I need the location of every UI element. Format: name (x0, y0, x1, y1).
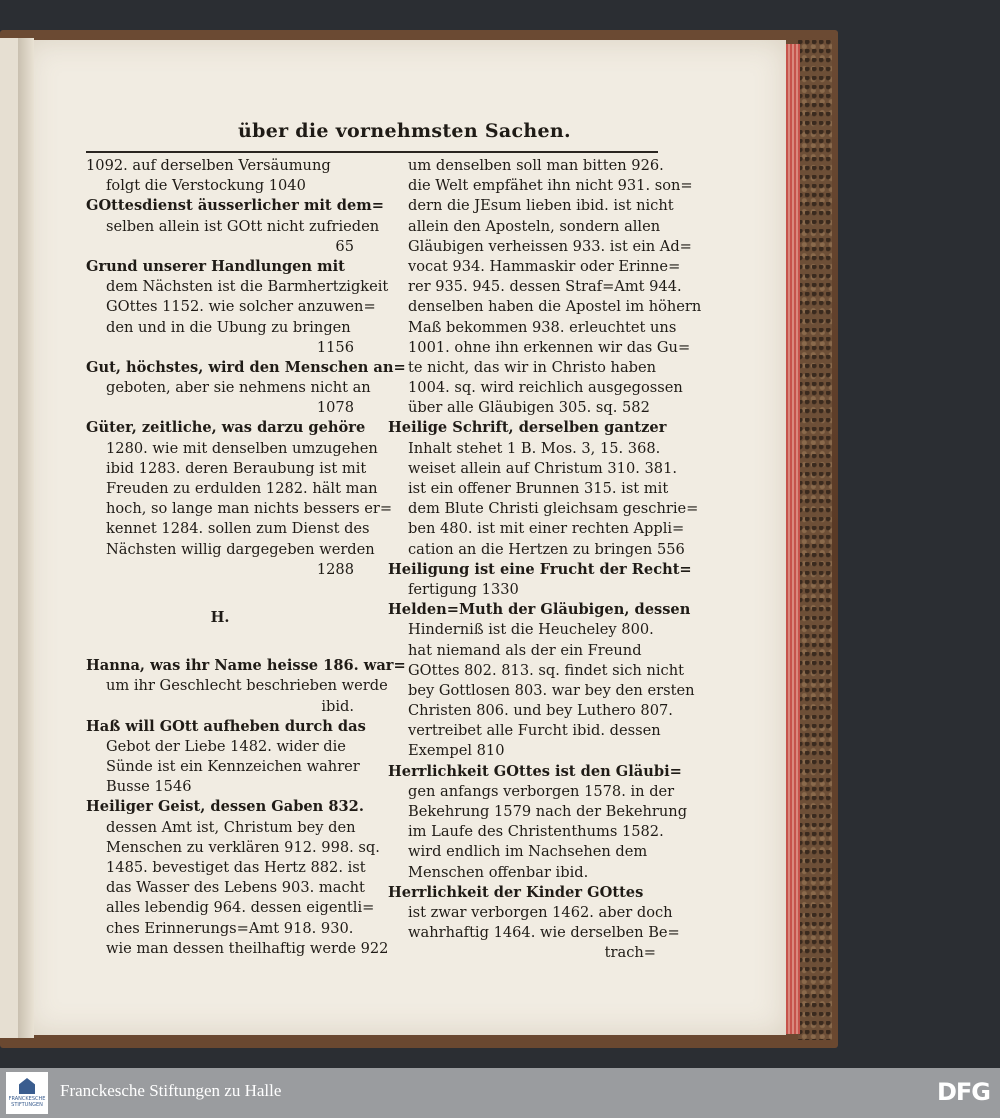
index-line: wahrhaftig 1464. wie derselben Be= (408, 924, 680, 942)
index-line: vertreibet alle Furcht ibid. dessen (408, 722, 661, 740)
index-line: ist zwar verborgen 1462. aber doch (408, 903, 673, 921)
index-line: 1001. ohne ihn erkennen wir das Gu= (408, 338, 691, 356)
index-line: 1280. wie mit denselben umzugehen (106, 439, 378, 457)
index-line: hat niemand als der ein Freund (408, 641, 642, 659)
index-line: dem Nächsten ist die Barmhertzigkeit (106, 278, 389, 296)
index-line: Bekehrung 1579 nach der Bekehrung (408, 803, 688, 820)
index-line: Exempel 810 (408, 742, 505, 760)
index-line: 1288 (316, 560, 354, 578)
index-line: dern die JEsum lieben ibid. ist nicht (408, 197, 674, 215)
index-line: trach= (604, 944, 656, 962)
index-line: Heiliger Geist, dessen Gaben 832. (86, 798, 364, 816)
index-line: Herrlichkeit GOttes ist den Gläubi= (388, 762, 682, 780)
head-rule (86, 151, 658, 153)
index-line: vocat 934. Hammaskir oder Erinne= (408, 257, 681, 275)
index-line: denselben haben die Apostel im höhern (408, 298, 702, 316)
left-column (86, 156, 406, 959)
franckesche-logo[interactable] (6, 1072, 48, 1114)
index-line: hoch, so lange man nichts bessers er= (106, 500, 393, 518)
index-line: ben 480. ist mit einer rechten Appli= (408, 520, 685, 538)
index-line: dem Blute Christi gleichsam geschrie= (408, 500, 699, 518)
index-line: 1485. bevestiget das Hertz 882. ist (106, 859, 366, 876)
right-column (388, 156, 702, 964)
index-line: Busse 1546 (106, 778, 192, 796)
index-line: im Laufe des Christenthums 1582. (408, 823, 664, 841)
index-line: Heiligung ist eine Frucht der Recht= (388, 560, 692, 578)
index-line: wird endlich im Nachsehen dem (408, 843, 648, 861)
index-line: Gebot der Liebe 1482. wider die (106, 737, 346, 755)
index-line: um denselben soll man bitten 926. (408, 157, 664, 174)
index-line: allein den Aposteln, sondern allen (408, 217, 661, 235)
index-line: um ihr Geschlecht beschrieben werde (106, 677, 388, 695)
index-line: die Welt empfähet ihn nicht 931. son= (408, 177, 693, 195)
index-line: Herrlichkeit der Kinder GOttes (388, 883, 644, 901)
index-line: ches Erinnerungs=Amt 918. 930. (106, 919, 354, 937)
index-line: 1156 (316, 338, 354, 356)
index-line: Freuden zu erdulden 1282. hält man (106, 480, 378, 497)
index-line: Heilige Schrift, derselben gantzer (388, 419, 667, 437)
index-line: Christen 806. und bey Luthero 807. (408, 702, 673, 720)
index-line: cation an die Hertzen zu bringen 556 (408, 540, 685, 558)
index-line: dessen Amt ist, Christum bey den (106, 818, 356, 836)
index-line: bey Gottlosen 803. war bey den ersten (408, 681, 695, 699)
index-line: GOttes 1152. wie solcher anzuwen= (106, 298, 376, 316)
index-line: gen anfangs verborgen 1578. in der (408, 782, 675, 800)
index-line: 65 (335, 237, 354, 255)
index-line: Nächsten willig dargegeben werden (106, 540, 375, 558)
index-line: folgt die Verstockung 1040 (106, 177, 306, 195)
index-line: Menschen zu verklären 912. 998. sq. (106, 838, 380, 856)
index-line: alles lebendig 964. dessen eigentli= (106, 899, 375, 917)
index-line: Gut, höchstes, wird den Menschen an= (86, 358, 406, 376)
index-line: ibid 1283. deren Beraubung ist mit (106, 459, 367, 477)
index-line: weiset allein auf Christum 310. 381. (408, 459, 678, 477)
index-line: 1004. sq. wird reichlich ausgegossen (408, 379, 683, 397)
dfg-logo[interactable]: DFG (936, 1078, 990, 1106)
index-line: geboten, aber sie nehmens nicht an (106, 379, 371, 397)
page-gutter (18, 38, 34, 1038)
index-line (86, 628, 354, 656)
index-line: Maß bekommen 938. erleuchtet uns (408, 318, 677, 336)
index-line: das Wasser des Lebens 903. macht (106, 879, 365, 897)
index-line: Sünde ist ein Kennzeichen wahrer (106, 758, 360, 776)
index-line: Haß will GOtt aufheben durch das (86, 717, 366, 735)
index-line: ist ein offener Brunnen 315. ist mit (408, 480, 669, 497)
index-line: te nicht, das wir in Christo haben (408, 358, 657, 376)
index-line: GOttes 802. 813. sq. findet sich nicht (408, 661, 684, 679)
footer-bar (0, 1068, 1000, 1118)
index-line: kennet 1284. sollen zum Dienst des (106, 520, 370, 538)
index-line: ibid. (321, 697, 354, 715)
index-line: Inhalt stehet 1 B. Mos. 3, 15. 368. (408, 439, 661, 457)
index-line: wie man dessen theilhaftig werde 922 (106, 939, 389, 957)
index-line: Hanna, was ihr Name heisse 186. war= (86, 657, 406, 675)
index-line: GOttesdienst äusserlicher mit dem= (86, 197, 384, 215)
building-icon (19, 1078, 35, 1094)
index-line: Helden=Muth der Gläubigen, dessen (388, 601, 691, 619)
index-line: Güter, zeitliche, was darzu gehöre (86, 419, 366, 437)
marbled-cover (798, 40, 832, 1040)
index-line: Menschen offenbar ibid. (408, 863, 589, 881)
index-line: den und in die Ubung zu bringen (106, 318, 351, 336)
index-line: 1078 (316, 399, 354, 417)
index-line: rer 935. 945. dessen Straf=Amt 944. (408, 278, 682, 296)
index-line: Grund unserer Handlungen mit (86, 257, 345, 275)
footer-title: Franckesche Stiftungen zu Halle (60, 1081, 282, 1100)
index-line: selben allein ist GOtt nicht zufrieden (106, 217, 380, 235)
index-line: über alle Gläubigen 305. sq. 582 (408, 399, 650, 417)
logo-text: FRANCKESCHE STIFTUNGEN (8, 1096, 46, 1108)
index-line: H. (210, 608, 230, 626)
index-line (86, 580, 354, 608)
running-head: über die vornehmsten Sachen. (238, 120, 571, 142)
index-line: Gläubigen verheissen 933. ist ein Ad= (408, 237, 692, 255)
index-line: fertigung 1330 (408, 580, 519, 598)
index-line: Hinderniß ist die Heucheley 800. (408, 621, 654, 639)
index-line: 1092. auf derselben Versäumung (86, 157, 331, 174)
